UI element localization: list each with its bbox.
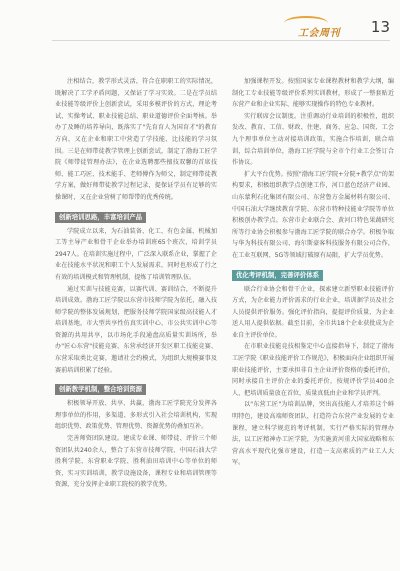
paragraph: 完善师资团队建设。建成专业课、师带徒、评价三个师资团队共240余人，整合了东营市技师学院、中国石油大学胜利学院、东营职业学院、胜利油田培训中心等单位的师资，实习实训培训，教学设施设备，课程专业和培训管理等资源，充分发挥企业职工院校的教学优势。 [55, 435, 217, 489]
section-heading: 创新培训思路，丰富培训产品 [55, 212, 146, 223]
paragraph: 加强课程开发。按照国家专业课程教材和教学大纲，编制化工专业技能等级评价系列实训教材，形成了一整套贴近东营产业和企业实际、能够实现操作的特色专业教材。 [232, 78, 394, 109]
header-divider [52, 40, 390, 41]
paragraph: 学院成立以来，为石油装备、化工、有色金属、机械加工等主导产业和骨干企业举办培训班65个班次，培训学员2947人。在培训实施过程中，广泛深入联系企业，掌握了企业在技能水平状况和职工个人发展需求，同时也形成了行之有效的培训模式和管理机制，提炼了培训管理队伍。 [55, 227, 217, 281]
page-number: 13 [370, 18, 390, 36]
brand-title: 工会周刊 [298, 28, 340, 39]
paragraph: 在市职业技能竞技相鉴定中心直接指导下，制定了渤海工匠学院《职业技能评价工作规范》，积极面向企业组织开展职业技能评价，主要承担非自主企业评价资格的委托评价，同时承接自主评价企业的委托评价，按规评价学员400余人，把培训质量放在首位，质量真低由企业和学员评判。 [232, 343, 394, 397]
section-heading: 创新教学机制，整合培训资源 [55, 384, 146, 395]
left-column [55, 76, 217, 491]
paragraph: 实行联席会议制度。注重调动行业培训的积极性，组织发改、教育、工信、财政、住建、商务、应急、国资、工会九个理事单位主动对接培训政策，实施合作培训，联合培训，综合培训单位，渤海工匠学院与全市个行业工会签订合作协议。 [232, 112, 394, 167]
paragraph: 联合行业协会和骨干企业，探索建立新型职业技能评价方式，为企业能力评价需求的行业企业，培训据学员及社会人员提供评价服务。强化评价指向，提提评价质量，为企业送人用人提供依据。截至目前，全市共18个企业获批成为企业自主评价单位。 [232, 285, 394, 339]
paragraph: 以"东营工匠"为培训品牌，突出高技能人才培养这个鲜明特色，建设高端师资团队，打造符合东营产业发展的专业课程，建立科学规范的考评机制，实行严格实际的管理办法，以工匠精神办工匠学院，为实施黄河重大国家战略和东营高水平现代化强市建设，打造一支高素质的产业工人大军。 [232, 401, 394, 467]
right-column [232, 76, 394, 469]
paragraph: 注相结合，教学形式灵活，符合在职职工的实际情况，既解决了工学矛盾问题，又保证了学习实效。二是在学员结业技能等级评价上创新尝试，采用多模评价的方式，理论考试、实操考试、职业技能总结、职业道德评价全面考核。举办了及睡的培养导向，既落实了"先育育人为国育才"的教育方向，又在企业和职工中营造了学技能、比技能的学习氛围。三是在师带徒教学管理上创新尝试，制定了渤海工匠学院《师带徒管理办法》，在企业选聘那些擅技双馨的首席技师、能工巧匠、技术能手、老师傅作为师父，制定师带徒教学方案，做好师带徒教学过程记录，提保证学员有足够的实操课时，又在企业营树了师帮带的优秀传统。 [55, 78, 217, 201]
section-heading: 优化考评机制，完善评价体系 [232, 270, 323, 281]
paragraph: 积极领导开放、共享、共赢，渤海工匠学院充分发挥各理事单位的作用，多渠道、多形式引入社会培训机构，实现组织优势、政策优势、管理优势、资源优势的叠加互补。 [55, 400, 217, 431]
paragraph: 扩大平台优势。按照"渤海工匠学院+分院+教学点"的架构要求，积极组织教学点创建工作，河口蓝色经济产业园、山东蒙利石化集团有限公司、东营鲁方金属材料有限公司、中国石油大学继续教育学院、东营市特种技能业学院等单位积极创办教学点。东营市企业联合会、黄河口特色果蔬研究所等行业协会积极参与渤海工匠学院的联合办学。积极争取与华为科技有限公司、海尔斯豪客科技服务有限公司合作，在工业互联网、5G等领域打破原有局限，扩大学员优势。 [232, 170, 394, 259]
paragraph: 通过实训与技能竞赛，以赛代训、赛训结合，不断提升培训成效。渤海工匠学院以东营市技师学院为依托，融入技师学院的整体发展规划，把服务技师学院国家级高技能人才培训基地，市大型共享性仿真实训中心、市公共实训中心等资源的共用共享，以市场化手段通盘高质量实训场所，举办"匠心东营"技能竞赛、东营承经济开发区职工技能竞赛、东营采取类比竞赛，邀请社会约模式，为组织大规模赛事及赛前培训积累了经验。 [55, 285, 217, 374]
